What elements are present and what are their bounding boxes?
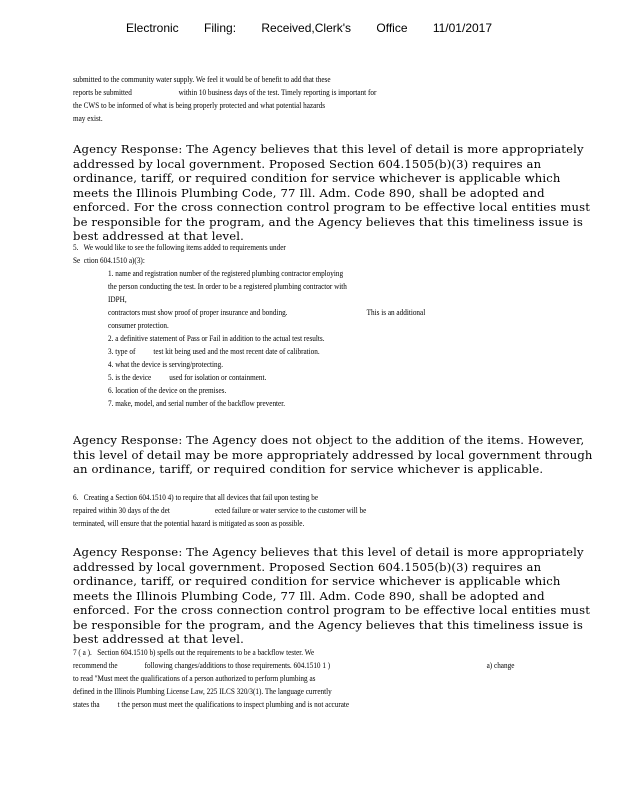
header-electronic: Electronic <box>125 21 179 35</box>
comment-item-5 <box>73 241 286 267</box>
comment-line: 7 ( a ). Section 604.1510 b) spells out the requirements to be a backflow tester. We <box>73 648 315 657</box>
list-item: 1. name and registration number of the registered plumbing contractor employing <box>108 269 344 278</box>
list-item: 7. make, model, and serial number of the backflow preventer. <box>108 399 286 408</box>
list-item: contractors must show proof of proper insurance and bonding. This is an additional <box>108 308 426 317</box>
header-filing: Filing: <box>204 21 237 35</box>
comment-line: 5. We would like to see the following items added to requirements under <box>73 243 286 252</box>
comment-line: to read "Must meet the qualifications of a person authorized to perform plumbing as <box>73 674 316 683</box>
agency-response-text: Agency Response: The Agency believes that this level of detail is more appropriately addressed by local government. Proposed Section 604.1505(b)(3) requires an ordinance, tariff, or required condition for service whichever is applicable which meets the Illinois Plumbing Code, 77 Ill. Adm. Code 890, shall be adopted and enforced. For the cross connection control program to be effective local entities must be responsible for the program, and the Agency believes that this timeliness issue is best addressed at that level. <box>73 545 591 646</box>
list-item: 3. type of test kit being used and the most recent date of calibration. <box>108 347 320 356</box>
header-received: Received,Clerk's <box>261 21 352 35</box>
agency-response-1 <box>73 142 593 244</box>
list-item: 2. a definitive statement of Pass or Fail in addition to the actual test results. <box>108 334 325 343</box>
list-item: 6. location of the device on the premises. <box>108 386 227 395</box>
list-item: 5. is the device used for isolation or containment. <box>108 373 267 382</box>
list-item: consumer protection. <box>108 321 169 330</box>
header-office: Office <box>376 21 408 35</box>
comment-line-right: a) change <box>486 661 515 670</box>
comment-line: terminated, will ensure that the potential hazard is mitigated as soon as possible. <box>73 519 305 528</box>
comment-line: recommend the following changes/additions to those requirements. 604.1510 1 ) <box>73 661 331 670</box>
comment-item-6 <box>73 491 366 530</box>
comment-line-row <box>73 659 566 672</box>
list-item: IDPH, <box>108 295 127 304</box>
agency-response-2 <box>73 433 593 477</box>
comment-line: submitted to the community water supply. We feel it would be of benefit to add that these <box>73 75 331 84</box>
list-item: the person conducting the test. In order to be a registered plumbing contractor with <box>108 282 347 291</box>
agency-response-text: Agency Response: The Agency does not object to the addition of the items. However, this level of detail may be more appropriately addressed by local government through an ordinance, tariff, or required condition for service whichever is applicable. <box>73 433 593 476</box>
comment-item-7 <box>73 646 566 711</box>
list-item: 4. what the device is serving/protecting. <box>108 360 224 369</box>
comment-line: 6. Creating a Section 604.1510 4) to require that all devices that fail upon testing be <box>73 493 319 502</box>
comment-line: repaired within 30 days of the det ected failure or water service to the customer will be <box>73 506 367 515</box>
comment-line: may exist. <box>73 114 103 123</box>
comment-line: the CWS to be informed of what is being properly protected and what potential hazards <box>73 101 326 110</box>
agency-response-text: Agency Response: The Agency believes that this level of detail is more appropriately addressed by local government. Proposed Section 604.1505(b)(3) requires an ordinance, tariff, or required condition for service whichever is applicable which meets the Illinois Plumbing Code, 77 Ill. Adm. Code 890, shall be adopted and enforced. For the cross connection control program to be effective local entities must be responsible for the program, and the Agency believes that this timeliness issue is best addressed at that level. <box>73 142 591 243</box>
comment-line: Se ction 604.1510 a)(3): <box>73 256 145 265</box>
comment-block-1 <box>73 73 376 125</box>
item-5-list <box>108 267 425 410</box>
comment-line: states tha t the person must meet the qualifications to inspect plumbing and is not accurate <box>73 700 350 709</box>
header-date: 11/01/2017 <box>432 21 493 35</box>
agency-response-3 <box>73 545 593 647</box>
comment-line: reports be submitted within 10 business days of the test. Timely reporting is important for <box>73 88 377 97</box>
comment-line: defined in the Illinois Plumbing License Law, 225 ILCS 320/3(1). The language currently <box>73 687 332 696</box>
filing-header <box>0 21 618 35</box>
